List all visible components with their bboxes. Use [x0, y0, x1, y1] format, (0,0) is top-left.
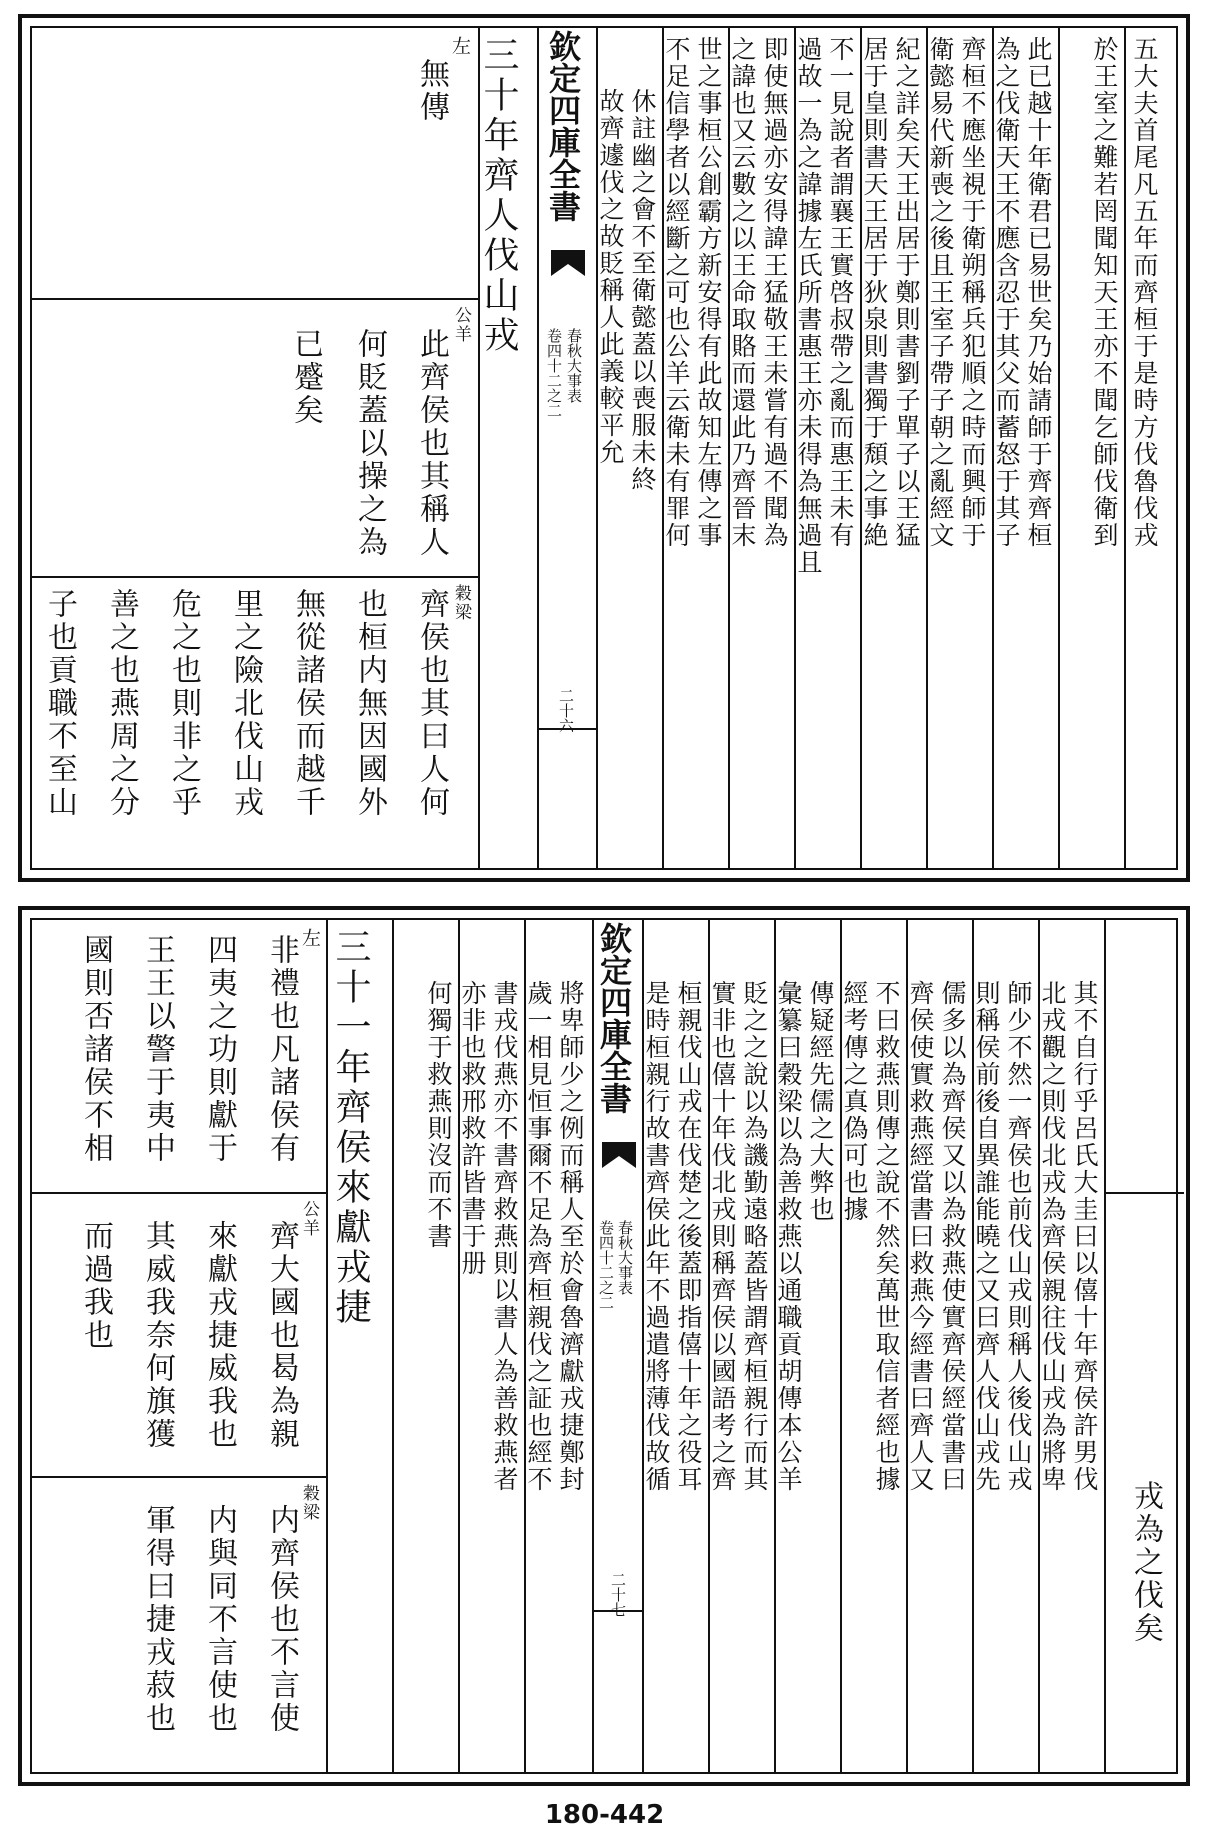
guliang-line: 齊侯也其曰人何	[414, 588, 449, 819]
commentary-line: 紀之詳矣天王出居于鄭則書劉子單子以王猛	[892, 36, 921, 549]
entry-headline: 三十一年齊侯來獻戎捷	[330, 928, 371, 1328]
zuo-line: 四夷之功則獻于	[202, 934, 237, 1165]
section-rule	[1104, 1192, 1184, 1194]
gongyang-line: 齊大國也曷為親	[264, 1220, 299, 1451]
gongyang-line: 來獻戎捷威我也	[202, 1220, 237, 1451]
commentary-line: 歲一相見恒事爾不足為齊桓親伐之証也經不	[524, 980, 553, 1493]
commentary-line: 齊桓不應坐視于衛朔稱兵犯順之時而興師于	[958, 36, 987, 549]
commentary-line: 不足信學者以經斷之可也公羊云衛未有罪何	[662, 36, 691, 549]
commentary-line: 實非也僖十年伐北戎則稱齊侯以國語考之齊	[708, 980, 737, 1493]
commentary-line: 休註幽之會不至衛懿蓋以喪服未終	[628, 88, 657, 493]
commentary-line: 之諱也又云數之以王命取賂而還此乃齊晉末	[728, 36, 757, 549]
gongyang-line: 此齊侯也其稱人	[414, 328, 449, 559]
commentary-line: 齊侯使實救燕經當書曰救燕今經書曰齊人又	[906, 980, 935, 1493]
column-rule	[1104, 920, 1106, 1772]
commentary-line: 衛懿易代新喪之後且王室子帶子朝之亂經文	[926, 36, 955, 549]
commentary-line: 經考傳之真偽可也據	[840, 980, 869, 1223]
commentary-line: 將卑師少之例而稱人至於會魯濟獻戎捷鄭封	[556, 980, 585, 1493]
commentary-line: 居于皇則書天王居于狄泉則書獨于頹之事絶	[860, 36, 889, 549]
column-rule	[326, 920, 328, 1772]
guliang-line: 軍得曰捷戎菽也	[140, 1504, 175, 1735]
guliang-line: 善之也燕周之分	[104, 588, 139, 819]
gongyang-line: 何貶蓋以操之為	[352, 328, 387, 559]
bottom-page	[18, 906, 1190, 1786]
zuo-tag: 左	[299, 928, 321, 949]
guliang-line: 内齊侯也不言使	[264, 1504, 299, 1735]
zuo-line: 非禮也凡諸侯有	[264, 934, 299, 1165]
commentary-line: 亦非也救邢救許皆書于册	[458, 980, 487, 1277]
top-page-frame	[30, 26, 1178, 870]
commentary-line: 桓親伐山戎在伐楚之後蓋即指僖十年之役耳	[674, 980, 703, 1493]
zuo-line: 王王以警于夷中	[140, 934, 175, 1165]
zuo-text: 無傳	[414, 58, 449, 124]
commentary-line: 世之事桓公創霸方新安得有此故知左傳之事	[694, 36, 723, 549]
commentary-line: 於王室之難若罔聞知天王亦不聞乞師伐衛到	[1090, 36, 1119, 549]
commentary-line: 彙纂曰穀梁以為善救燕以通職貢胡傳本公羊	[774, 980, 803, 1493]
commentary-line: 師少不然一齊侯也前伐山戎則稱人後伐山戎	[1004, 980, 1033, 1493]
column-rule	[1124, 28, 1126, 868]
commentary-line: 貶之之說以為譏勤遠略蓋皆謂齊桓親行而其	[740, 980, 769, 1493]
zuo-line: 國則否諸侯不相	[78, 934, 113, 1165]
guliang-tag: 穀梁	[451, 584, 471, 622]
commentary-line: 其不自行乎呂氏大圭曰以僖十年齊侯許男伐	[1070, 980, 1099, 1493]
commentary-line: 為之伐衛天王不應含忍于其父而蓄怒于其子	[992, 36, 1021, 549]
fish-tail-icon	[551, 250, 585, 276]
fish-tail-icon	[602, 1142, 636, 1168]
commentary-line: 則稱侯前後自異誰能曉之又曰齊人伐山戎先	[972, 980, 1001, 1493]
top-page	[18, 14, 1190, 882]
gongyang-line: 其威我奈何旗獲	[140, 1220, 175, 1451]
commentary-line: 傳疑經先儒之大弊也	[806, 980, 835, 1223]
book-title: 春秋大事表	[565, 328, 583, 403]
volume-label: 卷四十二之二	[597, 1220, 615, 1310]
column-rule	[1058, 28, 1060, 868]
entry-headline: 三十年齊人伐山戎	[478, 36, 519, 356]
book-title: 春秋大事表	[616, 1220, 634, 1295]
gongyang-tag: 公羊	[451, 306, 471, 344]
section-rule	[32, 1476, 326, 1478]
guliang-line: 内與同不言使也	[202, 1504, 237, 1735]
commentary-line: 是時桓親行故書齊侯此年不過遣將薄伐故循	[642, 980, 671, 1493]
folio-number: 二十六	[557, 688, 575, 733]
bottom-page-frame	[30, 918, 1178, 1774]
commentary-line: 北戎觀之則伐北戎為齊侯親往伐山戎為將卑	[1038, 980, 1067, 1493]
commentary-line: 故齊遽伐之故貶稱人此義較平允	[596, 88, 625, 466]
gongyang-tag: 公羊	[299, 1200, 319, 1238]
commentary-line: 五大夫首尾凡五年而齊桓于是時方伐魯伐戎	[1130, 36, 1159, 549]
commentary-line: 儒多以為齊侯又以為救燕使實齊侯經當書曰	[938, 980, 967, 1493]
banner-title: 欽定四庫全書	[595, 922, 633, 1114]
commentary-line: 何獨于救燕則沒而不書	[424, 980, 453, 1250]
commentary-line: 過故一為之諱據左氏所書惠王亦未得為無過且	[794, 36, 823, 576]
carry-over-text: 戎為之伐矣	[1128, 1480, 1163, 1645]
commentary-line: 書戎伐燕亦不書齊救燕則以書人為善救燕者	[490, 980, 519, 1493]
banner-title: 欽定四庫全書	[544, 30, 582, 222]
folio-number: 二十七	[609, 1572, 627, 1617]
zuo-tag: 左	[449, 36, 471, 57]
section-rule	[32, 576, 478, 578]
column-rule	[592, 920, 594, 1772]
column-rule	[537, 28, 539, 868]
commentary-line: 即使無過亦安得諱王猛敬王未嘗有過不聞為	[760, 36, 789, 549]
volume-label: 卷四十二之二	[545, 328, 563, 418]
guliang-tag: 穀梁	[299, 1484, 319, 1522]
commentary-line: 不曰救燕則傳之說不然矣萬世取信者經也據	[872, 980, 901, 1493]
guliang-line: 危之也則非之乎	[166, 588, 201, 819]
gongyang-line: 而過我也	[78, 1220, 113, 1352]
guliang-line: 子也貢職不至山	[42, 588, 77, 819]
section-rule	[32, 298, 478, 300]
column-rule	[392, 920, 394, 1772]
commentary-line: 不一見說者謂襄王實啓叔帶之亂而惠王未有	[826, 36, 855, 549]
guliang-line: 無從諸侯而越千	[290, 588, 325, 819]
commentary-line: 此已越十年衛君已易世矣乃始請師于齊齊桓	[1024, 36, 1053, 549]
guliang-line: 里之險北伐山戎	[228, 588, 263, 819]
page-number: 180-442	[544, 1800, 665, 1830]
guliang-line: 也桓内無因國外	[352, 588, 387, 819]
section-rule	[32, 1192, 326, 1194]
gongyang-line: 已蹙矣	[288, 328, 323, 427]
